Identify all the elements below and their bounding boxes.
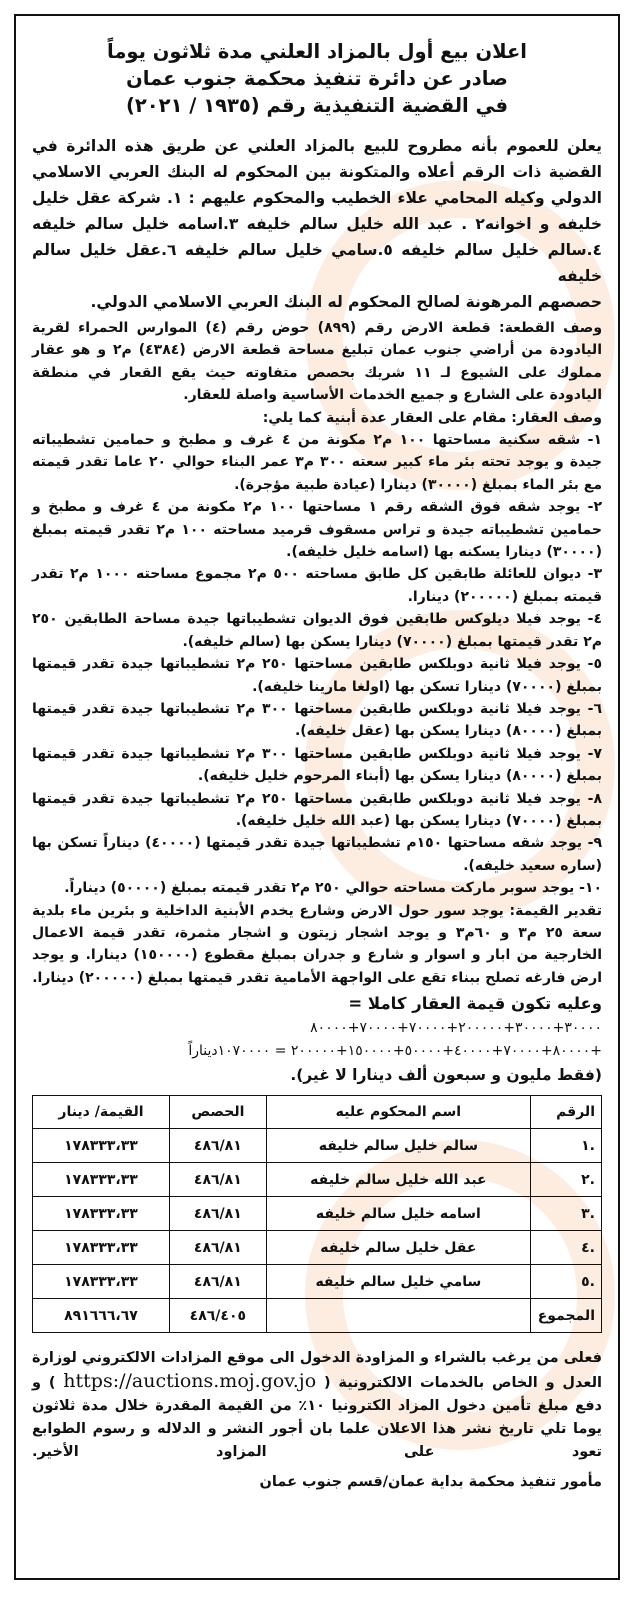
auction-notice	[14, 14, 620, 1580]
row-shares: ٤٨٦/٨١	[169, 1129, 266, 1163]
row-shares: ٤٨٦/٨١	[169, 1231, 266, 1265]
notice-title-line: في القضية التنفيذية رقم (١٩٣٥ / ٢٠٢١)	[125, 94, 509, 117]
total-in-words: (فقط مليون و سبعون ألف دينارا لا غير).	[290, 1066, 602, 1085]
paragraph-building-2: ٢- يوجد شقه فوق الشقه رقم ١ مساحتها ١٠٠ م٢ مكونة من ٤ غرف و مطبخ و حمامين تشطيباته جيدة و تراس مسقوف قرميد مساحته ١٠٠ م٢ تقدر قيمته بمبلغ (٣٠٠٠٠) دينارا يسكنه بها (اسامه خليل خليفه).	[32, 499, 602, 561]
intro-paragraph	[32, 133, 602, 315]
auctions-url-link[interactable]: https://auctions.moj.gov.jo	[63, 1370, 317, 1393]
table-row	[33, 1231, 602, 1265]
row-value: ١٧٨٣٣٣،٣٣	[33, 1265, 170, 1299]
paragraph-building-1: ١- شقه سكنية مساحتها ١٠٠ م٢ مكونة من ٤ غرف و مطبخ و حمامين تشطيباته جيدة و يوجد تحته بئر ماء كبير سعته ٣٠٠ م٣ عمر البناء حوالي ٢٠ عاما تقدر قيمته مع بئر الماء بمبلغ (٣٠٠٠٠) دينارا (عيادة طبية مؤجرة).	[32, 432, 603, 493]
table-row	[33, 1265, 602, 1299]
row-name: سالم خليل سالم خليفه	[266, 1129, 530, 1163]
column-header-value: القيمة/ دينار	[33, 1096, 170, 1129]
table-header-row	[33, 1096, 602, 1129]
table-total-row	[33, 1299, 602, 1333]
instructions-text: ) و دفع مبلغ تأمين دخول المزاد الكترونيا ١٠٪ من القيمة المقدرة خلال مدة ثلاثون يوما تلي تاريخ نشر هذا الاعلان علما بان أجور النشر و الدلاله و رسوم الطوابع تعود على المزاود الأخير.	[32, 1375, 602, 1461]
total-equation-line: +٨٠٠٠٠+٧٠٠٠٠+٤٠٠٠٠+٥٠٠٠٠+١٥٠٠٠٠+٢٠٠٠٠٠ = ١٠٧٠٠٠٠ديناراً	[188, 1043, 602, 1060]
paragraph-building-4: ٤- يوجد فيلا ديلوكس طابقين فوق الديوان تشطيباتها جيدة مساحة الطابقين ٢٥٠ م٢ تقدر قيمتها بمبلغ (٧٠٠٠٠) دينارا يسكن بها (سالم خليفه).	[32, 611, 602, 650]
instructions-paragraph	[32, 1347, 602, 1464]
row-number: .٥	[531, 1265, 602, 1299]
row-shares: ٤٨٦/٨١	[169, 1197, 266, 1231]
row-value: ١٧٨٣٣٣،٣٣	[33, 1163, 170, 1197]
shares-table	[32, 1095, 602, 1333]
row-shares: ٤٨٦/٨١	[169, 1163, 266, 1197]
total-value: ٨٩١٦٦٦،٦٧	[33, 1299, 170, 1333]
paragraph-building-3: ٣- ديوان للعائلة طابقين كل طابق مساحته ٥٠٠ م٢ مجموع مساحته ١٠٠٠ م٢ تقدر قيمته بمبلغ (٢٠٠٠٠٠) دينارا.	[32, 566, 602, 605]
paragraph-property-description: وصف العقار: مقام على العقار عدة أبنية كما يلي:	[262, 409, 602, 426]
description-section	[32, 317, 602, 989]
empty-cell	[266, 1299, 530, 1333]
row-value: ١٧٨٣٣٣،٣٣	[33, 1231, 170, 1265]
row-number: .٣	[531, 1197, 602, 1231]
row-number: .١	[531, 1129, 602, 1163]
column-header-name: اسم المحكوم عليه	[266, 1096, 530, 1129]
paragraph-building-9: ٩- يوجد شقه مساحتها ١٥٠م تشطيباتها جيدة تقدر قيمتها (٤٠٠٠٠) ديناراً تسكن بها (ساره سعيد خليفه).	[32, 835, 603, 874]
instructions-text: فعلى من يرغب بالشراء و المزاودة الدخول الى موقع المزادات الالكتروني لوزارة العدل و الخاص بالخدمات الالكترونية (	[32, 1350, 602, 1392]
intro-text: يعلن للعموم بأنه مطروح للبيع بالمزاد العلني عن طريق هذه الدائرة في القضية ذات الرقم أعلاه والمتكونة بين المحكوم له البنك العربي الاسلامي الدولي وكيله المحامي علاء الخطيب والمحكوم عليهم : ١. شركة عقل خليل خليفه و اخوانه٢ . عبد الله خليل سالم خليفه ٣.اسامه خليل سالم خليفه ٤.سالم خليل سالم خليفه ٥.سامي خليل سالم خليفه ٦.عقل خليل سالم خليفه	[32, 137, 602, 285]
column-header-shares: الحصص	[169, 1096, 266, 1129]
paragraph-building-5: ٥- يوجد فيلا ثانية دوبلكس طابقين مساحتها ٢٥٠ م٢ تشطيباتها جيدة تقدر قيمتها بمبلغ (٧٠٠٠٠) دينارا تسكن بها (اولغا مارينا خليفه).	[32, 656, 602, 695]
table-row	[33, 1197, 602, 1231]
total-label: المجموع	[531, 1299, 602, 1333]
paragraph-building-10: ١٠- يوجد سوبر ماركت مساحته حوالي ٢٥٠ م٢ تقدر قيمته بمبلغ (٥٠٠٠٠) ديناراً.	[64, 880, 602, 897]
row-name: عبد الله خليل سالم خليفه	[266, 1163, 530, 1197]
table-row	[33, 1163, 602, 1197]
notice-title-line: صادر عن دائرة تنفيذ محكمة جنوب عمان	[126, 67, 508, 90]
total-equation-line: ٣٠٠٠٠+٣٠٠٠٠+٢٠٠٠٠٠+٧٠٠٠٠+٧٠٠٠٠+٨٠٠٠٠	[310, 1020, 602, 1037]
total-shares: ٤٨٦/٤٠٥	[169, 1299, 266, 1333]
table-row	[33, 1129, 602, 1163]
paragraph-building-6: ٦- يوجد فيلا ثانية دوبلكس طابقين مساحتها ٣٠٠ م٢ تشطيباتها جيدة تقدر قيمتها بمبلغ (٨٠٠٠٠) دينارا يسكن بها (عقل خليفه).	[32, 700, 602, 740]
notice-title-line: اعلان بيع أول بالمزاد العلني مدة ثلاثون يوماً	[107, 40, 527, 63]
column-header-number: الرقم	[531, 1096, 602, 1129]
paragraph-plot-description: وصف القطعة: قطعة الارض رقم (٨٩٩) حوض رقم (٤) الموارس الحمراء لقرية اليادودة من أراضي جنوب عمان تبليغ مساحة قطعة الارض (٤٣٨٤) م٢ و هو عقار مملوك على الشيوع لـ ١١ شريك بحصص متفاوته حيث يقع القعار في منطقة اليادودة على الشارع و جميع الخدمات الأساسية واصلة للعقار.	[32, 320, 603, 404]
intro-last-line: حصصهم المرهونة لصالح المحكوم له البنك العربي الاسلامي الدولي.	[90, 293, 602, 311]
paragraph-valuation: تقدير القيمة: يوجد سور حول الارض وشارع يخدم الأبنية الداخلية و بئرين ماء بلدية سعة ٢٥ م٣ و ٦٠م٣ و يوجد اشجار زيتون و اشجار مثمرة، تقدر قيمة الاعمال الخارجية من ابار و اسوار و شارع و جدران بمبلغ مقطوع (١٥٠٠٠٠) دينارا. و يوجد ارض فارغه تصلح ببناء تقع على الواجهة الأمامية تقدر قيمتها بمبلغ (٢٠٠٠٠٠) دينارا.	[32, 902, 603, 986]
paragraph-building-7: ٧- يوجد فيلا ثانية دوبلكس طابقين مساحتها ٣٠٠ م٢ تشطيباتها جيدة تقدر قيمتها بمبلغ (٨٠٠٠٠) دينارا يسكن بها (أبناء المرحوم خليل خليفه).	[32, 745, 602, 785]
total-value-heading: وعليه تكون قيمة العقار كاملا =	[348, 994, 602, 1014]
row-shares: ٤٨٦/٨١	[169, 1265, 266, 1299]
row-name: عقل خليل سالم خليفه	[266, 1231, 530, 1265]
row-number: .٢	[531, 1163, 602, 1197]
row-name: سامي خليل سالم خليفه	[266, 1265, 530, 1299]
signature: مأمور تنفيذ محكمة بداية عمان/قسم جنوب عمان	[259, 1474, 602, 1491]
row-number: .٤	[531, 1231, 602, 1265]
row-value: ١٧٨٣٣٣،٣٣	[33, 1129, 170, 1163]
row-value: ١٧٨٣٣٣،٣٣	[33, 1197, 170, 1231]
row-name: اسامه خليل سالم خليفه	[266, 1197, 530, 1231]
paragraph-building-8: ٨- يوجد فيلا ثانية دوبلكس طابقين مساحتها ٢٥٠ م٢ تشطيباتها جيدة تقدر قيمتها بمبلغ (٧٠٠٠٠) دينارا يسكن بها (عبد الله خليل خليفه).	[32, 790, 602, 829]
